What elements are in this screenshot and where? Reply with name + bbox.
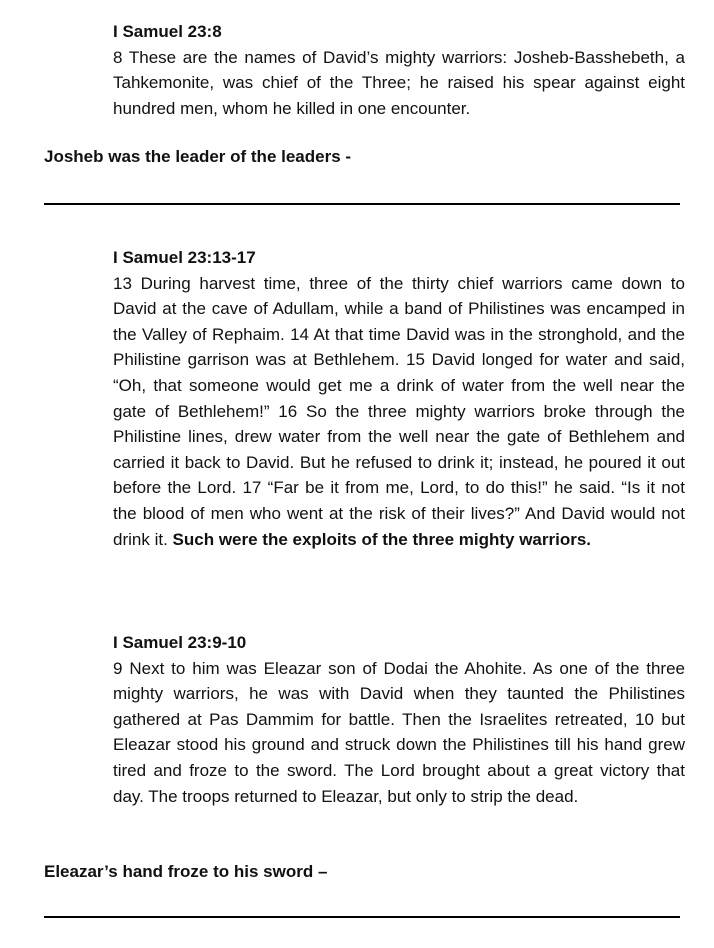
- passage-text: 13 During harvest time, three of the thirty chief warriors came down to David at the cave of Adullam, while a band of Philistines was encamped in the Valley of Rephaim. 14 At that time David was in the stronghold, and the Philistine garrison was at Bethlehem. 15 David longed for water and said, “Oh, that someone would get me a drink of water from the well near the gate of Bethlehem!” 16 So the three mighty warriors broke through the Philistine lines, drew water from the well near the gate of Bethlehem and carried it back to David. But he refused to drink it; instead, he poured it out before the Lord. 17 “Far be it from me, Lord, to do this!” he said. “Is it not the blood of men who went at the risk of their lives?” And David would not drink it.: [113, 273, 685, 549]
- passage-samuel-23-8: [113, 19, 685, 121]
- passage-samuel-23-13-17: [113, 245, 685, 552]
- passage-reference: I Samuel 23:13-17: [113, 248, 256, 267]
- passage-reference: I Samuel 23:9-10: [113, 633, 247, 652]
- answer-line-josheb[interactable]: [44, 203, 680, 205]
- passage-samuel-23-9-10: [113, 630, 685, 809]
- passage-text: 9 Next to him was Eleazar son of Dodai the Ahohite. As one of the three mighty warriors, he was with David when they taunted the Philistines gathered at Pas Dammim for battle. Then the Israelites retreated, 10 but Eleazar stood his ground and struck down the Philistines till his hand grew tired and froze to the sword. The Lord brought about a great victory that day. The troops returned to Eleazar, but only to strip the dead.: [113, 658, 685, 806]
- passage-bold-text: Such were the exploits of the three mighty warriors.: [172, 529, 592, 549]
- passage-text: 8 These are the names of David’s mighty warriors: Josheb-Basshebeth, a Tahkemonite, was chief of the Three; he raised his spear against eight hundred men, whom he killed in one encounter.: [113, 47, 685, 118]
- passage-reference: I Samuel 23:8: [113, 22, 222, 41]
- answer-line-eleazar[interactable]: [44, 916, 680, 918]
- question-josheb: Josheb was the leader of the leaders -: [44, 147, 352, 166]
- question-eleazar: Eleazar’s hand froze to his sword –: [44, 862, 328, 881]
- passage-text-block: [113, 271, 685, 553]
